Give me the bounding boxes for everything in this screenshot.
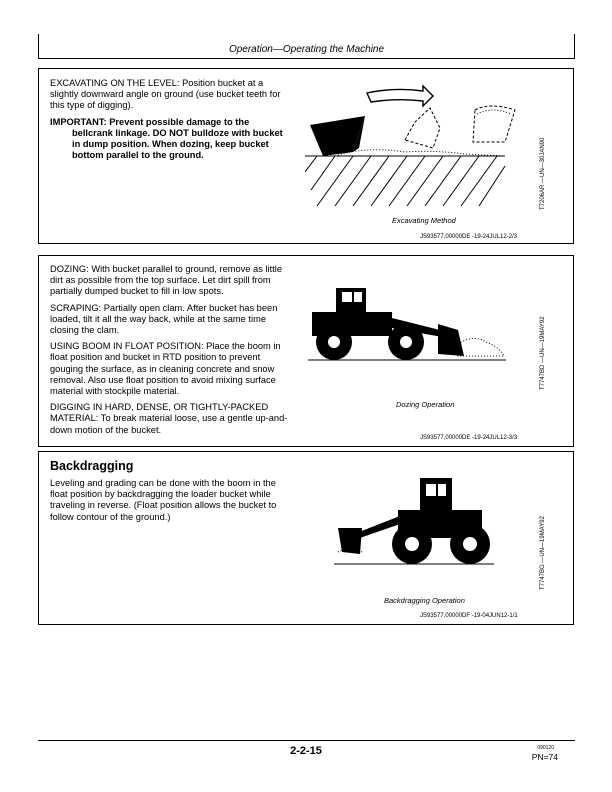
figure-caption: Backdragging Operation: [384, 596, 465, 605]
paragraph: EXCAVATING ON THE LEVEL: Position bucket at a slightly downward angle on ground (use bucket teeth for this type of digging).: [50, 78, 281, 111]
page-header-title: Operation—Operating the Machine: [228, 44, 385, 55]
header-divider: [38, 58, 575, 59]
figure-code: T7747BG —UN—19MAY92: [540, 516, 546, 590]
figure-code: T7747BD —UN—19MAY92: [540, 316, 546, 390]
backdragging-loader-illustration: [334, 472, 494, 572]
excavating-illustration: [305, 80, 530, 210]
important-head: Prevent possible damage to the: [109, 116, 250, 127]
figure-code: T7206AR —UN—30JAN90: [540, 137, 546, 210]
important-label: IMPORTANT:: [50, 116, 107, 127]
section-dozing-text: [50, 264, 295, 441]
reference-code: JS93577,00000DE -19-24JUL12-3/3: [420, 435, 518, 441]
section-title: Backdragging: [50, 459, 134, 473]
paragraph: USING BOOM IN FLOAT POSITION: Place the boom in float position and bucket in RTD position to prevent gouging the surface, as in cleaning concrete and snow removal. Also use float position to avoid mixing surface material with stockpile material.: [50, 341, 281, 397]
paragraph: Leveling and grading can be done with the boom in the float position by backdragging the loader bucket while traveling in reverse. (Float position allows the bucket to follow contour of the ground.): [50, 478, 277, 522]
paragraph: DIGGING IN HARD, DENSE, OR TIGHTLY-PACKED MATERIAL: To break material loose, use a gentle up-and-down motion of the bucket.: [50, 402, 288, 435]
footer-divider: [38, 740, 575, 741]
page-number: 2-2-15: [290, 745, 322, 757]
paragraph: DOZING: With bucket parallel to ground, remove as little dirt as possible from the top surface. Let dirt spill from partially dumped bucket to fill in low spots.: [50, 264, 282, 297]
section-backdragging-text: [50, 478, 290, 528]
dozing-loader-illustration: [308, 284, 506, 364]
figure-caption: Dozing Operation: [396, 400, 455, 409]
pn-number: PN=74: [531, 752, 558, 762]
paragraph: SCRAPING: Partially open clam. After bucket has been loaded, tilt it all the way back, while at the same time closing the clam.: [50, 302, 278, 336]
reference-code: JS93577,00000DE -19-24JUL12-2/3: [420, 234, 518, 240]
reference-code: JS93577,00000DF -19-04JUN12-1/1: [420, 613, 518, 619]
footer-code: 090120: [537, 745, 554, 751]
important-body: bellcrank linkage. DO NOT bulldoze with bucket in dump position. When dozing, keep bucket bottom parallel to the ground.: [72, 127, 283, 161]
section-excavating-text: [50, 78, 290, 161]
figure-caption: Excavating Method: [392, 216, 456, 225]
important-note: [50, 117, 290, 162]
